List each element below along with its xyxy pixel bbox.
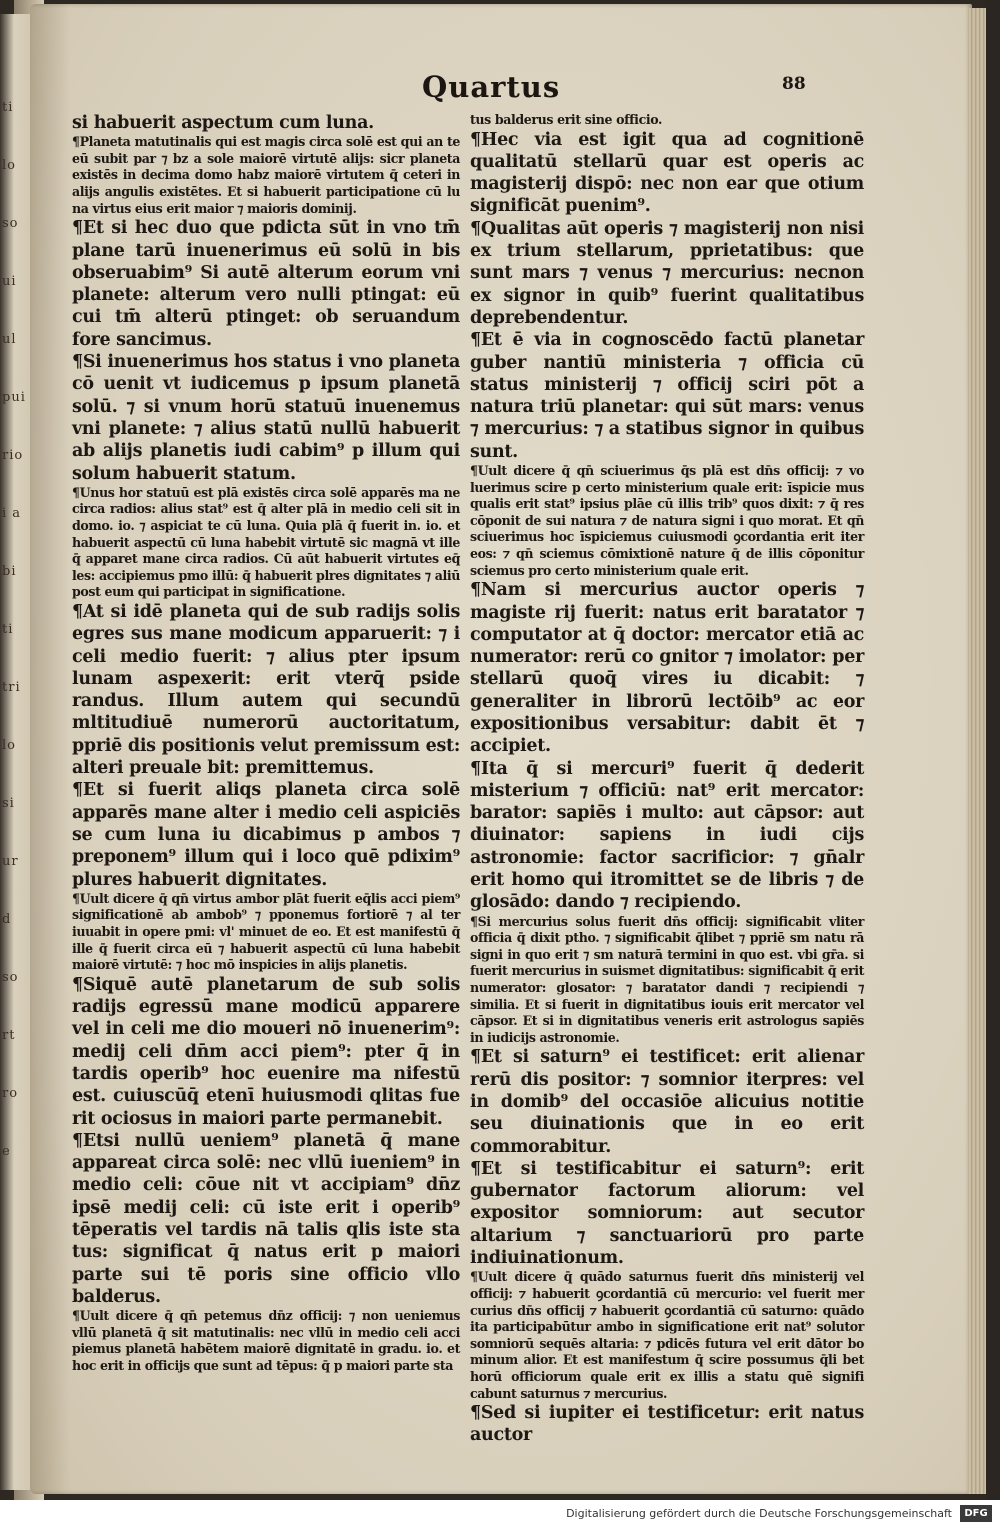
margin-fragment: e	[2, 1144, 11, 1159]
edge-shadow	[986, 0, 1000, 1500]
paragraph: ¶Etsi nullū ueniem⁹ planetā q̄ mane appareat circa solē: nec vllū iueniem⁹ in medio celi: cōue nit vt accipiam⁹ dn̄z ipsē medij celi: cū iste erit i operib⁹ tēperatis vel tardis nā talis qlis iste sta tus: significat q̄ natus erit p maiori parte sui tē poris sine officio vllo balderus.	[72, 1130, 460, 1307]
margin-fragment: ti	[2, 100, 14, 115]
dfg-logo: DFG	[960, 1505, 992, 1522]
margin-fragment: bi	[2, 564, 17, 579]
paragraph: ¶Si inuenerimus hos status i vno planeta cō uenit vt iudicemus p ipsum planetā solū. ⁊ si vnum horū statuū inuenemus vni planete: ⁊ alius statū nullū habuerit ab alijs planetis iudi cabim⁹ p illum qui solum habuerit statum.	[72, 352, 460, 484]
paragraph: ¶Et si testificabitur ei saturn⁹: erit gubernator factorum aliorum: vel expositor somniorum: aut secutor altarium ⁊ sanctuariorū pro parte indiuinationum.	[470, 1158, 864, 1269]
left-text-column	[72, 112, 460, 1375]
margin-fragment: ui	[2, 274, 17, 289]
funding-note: Digitalisierung gefördert durch die Deutsche Forschungsgemeinschaft	[566, 1507, 952, 1520]
margin-fragment: si	[2, 796, 15, 811]
paragraph: ¶Uult dicere q̄ quādo saturnus fuerit dn̄s ministerij vel officij: ⁊ habuerit ꝯcordantiā cū mercurio: vel fuerit mer curius dn̄s officij ⁊ habuerit ꝯcordantiā cū saturno: quādo ita participabūtur ambo in significatione erit nat⁹ solutor somniorū sequēs altaria: ⁊ pdicēs futura vel erit dātor bo minum alior. Et est manifestum q̄ scire possumus q̄li bet horū officiorum quale erit ex illis a statu quē signifi cabunt saturnus ⁊ mercurius.	[470, 1269, 864, 1401]
margin-fragment: lo	[2, 158, 16, 173]
paragraph: ¶Ita q̄ si mercuri⁹ fuerit q̄ dederit misterium ⁊ officiū: nat⁹ erit mercator: barator: sapiēs i multo: aut cāpsor: aut diuinator: sapiens in iudi cijs astronomie: factor sacrificior: ⁊ gn̄alr erit homo qui itromittet se de libris ⁊ de glosādo: dando ⁊ recipiendo.	[470, 758, 864, 913]
paragraph: ¶Uult dicere q̄ qn̄ sciuerimus q̄s plā est dn̄s officij: ⁊ vo luerimus scire p certo ministerium quale erit: īspicie mus qualis erit stat⁹ ipsius plāe cū illis trib⁹ quos dixit: ⁊ q̄ res cōponit de sui natura ⁊ de natura signi i quo morat. Et qn̄ sciuerimus hoc īspiciemus cuiusmodi ꝯcordantia erit iter eos: ⁊ qn̄ sciemus cōmixtionē nature q̄ de illis cōponitur sciemus pro certo ministerium quale erit.	[470, 463, 864, 578]
margin-fragment: ur	[2, 854, 19, 869]
margin-fragment: ro	[2, 1086, 19, 1101]
paragraph: ¶Et si hec duo que pdicta sūt in vno tm̄ plane tarū inuenerimus eū solū in bis obseruabim⁹ Si autē alterum eorum vni planete: alterum vero nulli ptingat: eū cui tm̄ alterū ptinget: ob seruandum fore sancimus.	[72, 218, 460, 350]
margin-fragment: so	[2, 216, 19, 231]
margin-fragment: lo	[2, 738, 16, 753]
paragraph: ¶Unus hor statuū est plā existēs circa solē apparēs ma ne circa radios: alius stat⁹ est q̄ alter plā in medio celi sit in domo. io. ⁊ aspiciat te cū luna. Quia plā q̄ fuerit in. io. et habuerit aspectū cū luna habebit virtutē sic magnā vt ille q̄ apparet mane circa radios. Cū aūt habuerit virtutes eq̄ les: accipiemus pmo illū: q̄ habuerit plres dignitates ⁊ aliū post eum qui participat in significatione.	[72, 484, 460, 600]
page-edges	[968, 8, 988, 1494]
running-title: Quartus	[422, 70, 561, 104]
margin-fragment: ti	[2, 622, 14, 637]
right-text-column	[470, 112, 864, 1447]
paragraph: ¶Planeta matutinalis qui est magis circa solē est qui an te eū subit par ⁊ bz a sole maiorē virtutē alijs: sicr planeta existēs in decima domo habz maiorē virtutem q̄ ceteri in alijs angulis existētes. Et si habuerit participatione cū lu na virtus eius erit maior ⁊ maioris dominij.	[72, 134, 460, 216]
margin-fragment: d	[2, 912, 12, 927]
margin-fragment: ul	[2, 332, 17, 347]
paragraph: si habuerit aspectum cum luna.	[72, 113, 374, 133]
paragraph: tus balderus erit sine officio.	[470, 112, 662, 127]
paragraph: ¶Hec via est igit qua ad cognitionē qualitatū stellarū quar est operis ac magisterij dispō: nec non ear que otium significāt puenim⁹.	[470, 129, 864, 217]
paragraph: ¶At si idē planeta qui de sub radijs solis egres sus mane modicum apparuerit: ⁊ i celi medio fuerit: ⁊ alius pter ipsum lunam aspexerit: erit vterq̄ pside randus. Illum autem qui secundū mltitudiuē numerorū auctoritatum, ppriē dis positionis velut premissum est: alteri preuale bit: premittemus.	[72, 601, 460, 779]
margin-fragment: pui	[2, 390, 26, 405]
margin-fragment: rt	[2, 1028, 16, 1043]
paragraph: ¶Uult dicere q̄ qn̄ petemus dn̄z officij: ⁊ non ueniemus vllū planetā q̄ sit matutinalis: nec vllū in medio celi acci piemus planetā habētem maiorē dignitatē in gradu. io. et hoc erit in officijs que sunt ad tēpus: q̄ p maiori parte sta	[72, 1308, 460, 1374]
margin-fragment: so	[2, 970, 19, 985]
digitization-footer	[0, 1500, 1000, 1528]
paragraph: ¶Et si fuerit aliqs planeta circa solē apparēs mane alter i medio celi aspiciēs se cum luna iu dicabimus p ambos ⁊ preponem⁹ illum qui i loco quē pdixim⁹ plures habuerit dignitates.	[72, 780, 460, 890]
paragraph: ¶Qualitas aūt operis ⁊ magisterij non nisi ex trium stellarum, pprietatibus: que sunt mars ⁊ venus ⁊ mercurius: necnon ex signor in quib⁹ fuerint qualitatibus deprebendentur.	[470, 218, 864, 328]
paragraph: ¶Sed si iupiter ei testificetur: erit natus auctor	[470, 1403, 864, 1446]
margin-fragment: tri	[2, 680, 21, 695]
folio-number: 88	[782, 74, 806, 94]
paragraph: ¶Et ē via in cognoscēdo factū planetar guber nantiū ministeria ⁊ officia cū status ministerij ⁊ officij sciri pōt a natura triū planetar: qui sūt mars: venus ⁊ mercurius: ⁊ a statibus signor in quibus sunt.	[470, 330, 864, 462]
margin-fragments	[0, 100, 26, 1200]
margin-fragment: rio	[2, 448, 24, 463]
paragraph: ¶Si mercurius solus fuerit dn̄s officij: significabit vliter officia q̄ dixit ptho. ⁊ significabit q̄libet ⁊ ppriē sm natu rā signi in quo erit ⁊ sm naturā termini in quo est. vbi gr̄a. si fuerit mercurius in suismet dignitatibus: significabit q̄ erit numerator: glosator: ⁊ baratator dandi ⁊ recipiendi ⁊ similia. Et si fuerit in dignitatibus iouis erit mercator vel cāpsor. Et si in dignitatibus veneris erit astrologus sapiēs in iudicijs astronomie.	[470, 913, 864, 1045]
paragraph: ¶Nam si mercurius auctor operis ⁊ magiste rij fuerit: natus erit baratator ⁊ computator at q̄ doctor: mercator etiā ac numerator: rerū co gnitor ⁊ imolator: per stellarū quoq̄ vires iu dicabit: ⁊ generaliter in librorū lectōib⁹ ac eor expositionibus versabitur: dabit ēt ⁊ accipiet.	[470, 580, 864, 757]
margin-fragment: i a	[2, 506, 22, 521]
paragraph: ¶Siquē autē planetarum de sub solis radijs egressū mane modicū apparere vel in celi me dio moueri nō inuenerim⁹: medij celi dn̄m acci piem⁹: pter q̄ in tardis operib⁹ hoc euenire ma nifestū est. cuiuscūq̄ etenī huiusmodi qlitas fue rit ociosus in maiori parte permanebit.	[72, 974, 460, 1129]
paragraph: ¶Uult dicere q̄ qn̄ virtus ambor plāt fuerit eq̄lis acci piem⁹ significationē ab ambob⁹ ⁊ pponemus fortiorē ⁊ al ter iuuabit in opere pmi: vl' minuet de eo. Et est manifestū q̄ ille q̄ fuerit circa eū ⁊ habuerit aspectū cū luna habebit maiorē virtutē: ⁊ hoc mō inspicies in alijs planetis.	[72, 890, 460, 973]
paragraph: ¶Et si saturn⁹ ei testificet: erit alienar rerū dis positor: ⁊ somnior iterpres: vel in domib⁹ del occasiōe alicuius notitie seu diuinationis que in eo erit commorabitur.	[470, 1047, 864, 1157]
